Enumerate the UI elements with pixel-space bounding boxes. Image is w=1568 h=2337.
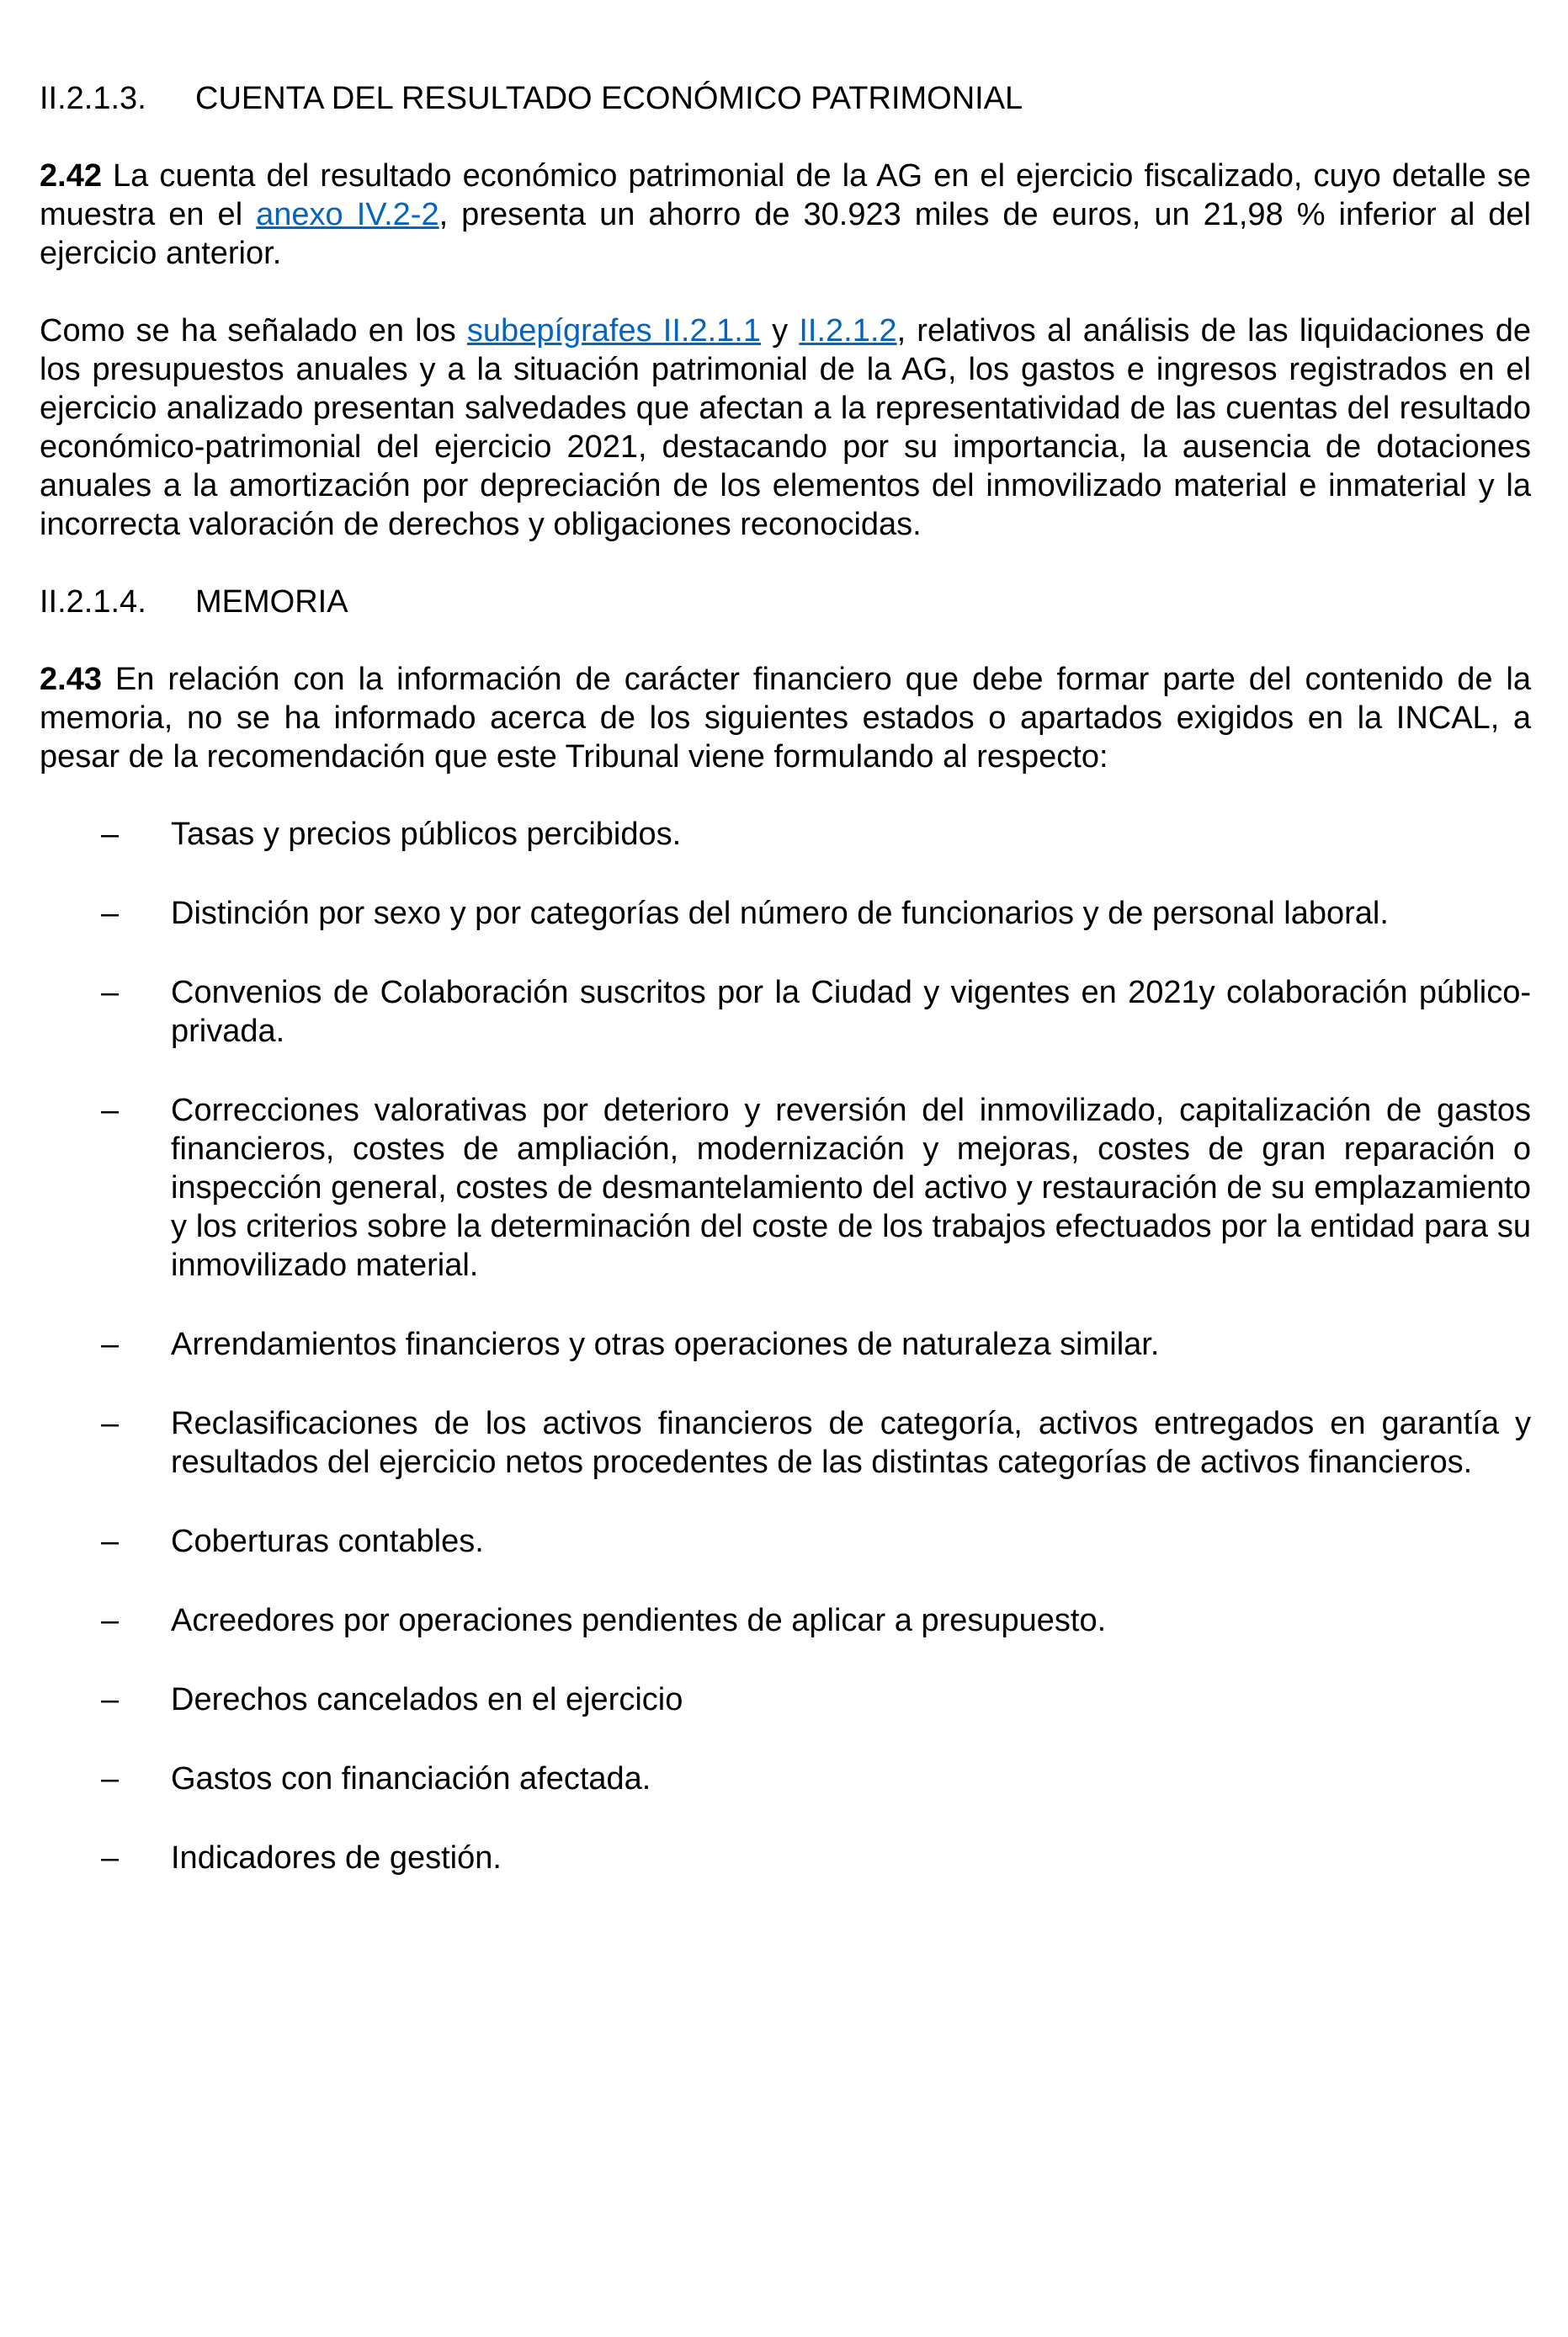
list-item [40,1601,1531,1640]
list-item-text: Distinción por sexo y por categorías del número de funcionarios y de personal laboral. [171,896,1389,931]
dash-bullet-icon: – [101,1761,120,1797]
paragraph-text: y [761,313,800,349]
section-heading-resultado [40,79,1531,118]
paragraph-text: , presenta un ahorro de 30.923 miles de euros, un 21,98 % inferior al del ejercicio anterior. [40,197,1531,271]
list-item-text: Acreedores por operaciones pendientes de aplicar a presupuesto. [171,1603,1107,1638]
dash-bullet-icon: – [101,1840,120,1876]
section-heading-memoria [40,583,1531,621]
list-item [40,815,1531,854]
dash-bullet-icon: – [101,1327,120,1362]
link-ii-2-1-2[interactable]: II.2.1.2 [799,313,897,349]
dash-bullet-icon: – [101,975,120,1010]
list-item-text: Reclasificaciones de los activos financieros de categoría, activos entregados en garantía y resultados del ejercicio netos procedentes de las distintas categorías de activos financieros. [171,1406,1531,1480]
section-number: II.2.1.4. [40,584,146,620]
list-item-text: Gastos con financiación afectada. [171,1761,651,1797]
section-number: II.2.1.3. [40,81,146,116]
link-subepigrafes-ii-2-1-1[interactable]: subepígrafes II.2.1.1 [466,313,761,349]
paragraph-number: 2.42 [40,158,102,194]
list-item-text: Coberturas contables. [171,1524,484,1559]
dash-bullet-icon: – [101,1524,120,1559]
link-anexo-iv-2-2[interactable]: anexo IV.2-2 [256,197,439,232]
paragraph-text: La cuenta del resultado económico patrimonial de la AG en el ejercicio fiscalizado, cuyo detalle se muestra en el [40,158,1531,232]
list-item [40,1680,1531,1719]
paragraph-2-42 [40,157,1531,273]
section-title: CUENTA DEL RESULTADO ECONÓMICO PATRIMONIAL [195,81,1023,116]
paragraph-text: , relativos al análisis de las liquidaciones de los presupuestos anuales y a la situación patrimonial de la AG, los gastos e ingresos registrados en el ejercicio analizado presentan salvedades que afectan a la representatividad de las cuentas del resultado económico-patrimonial del ejercicio 2021, destacando por su importancia, la ausencia de dotaciones anuales a la amortización por depreciación de los elementos del inmovilizado material e inmaterial y la incorrecta valoración de derechos y obligaciones reconocidas. [40,313,1531,542]
missing-items-list [40,815,1531,1877]
list-item-text: Convenios de Colaboración suscritos por la Ciudad y vigentes en 2021y colaboración público-privada. [171,975,1531,1049]
dash-bullet-icon: – [101,896,120,931]
list-item [40,1839,1531,1877]
list-item [40,1522,1531,1561]
list-item [40,1091,1531,1285]
dash-bullet-icon: – [101,1093,120,1128]
paragraph-2-43 [40,660,1531,776]
list-item [40,973,1531,1051]
section-title: MEMORIA [195,584,348,620]
paragraph-number: 2.43 [40,662,102,697]
paragraph-text: Como se ha señalado en los [40,313,467,349]
dash-bullet-icon: – [101,1603,120,1638]
list-item [40,894,1531,933]
list-item-text: Arrendamientos financieros y otras operaciones de naturaleza similar. [171,1327,1160,1362]
dash-bullet-icon: – [101,817,120,852]
paragraph-text: En relación con la información de carácter financiero que debe formar parte del contenido de la memoria, no se ha informado acerca de los siguientes estados o apartados exigidos en la INCAL, a pesar de la recomendación que este Tribunal viene formulando al respecto: [40,662,1531,775]
list-item-text: Indicadores de gestión. [171,1840,502,1876]
paragraph-como [40,311,1531,544]
list-item-text: Correcciones valorativas por deterioro y reversión del inmovilizado, capitalización de gastos financieros, costes de ampliación, modernización y mejoras, costes de gran reparación o inspección general, costes de desmantelamiento del activo y restauración de su emplazamiento y los criterios sobre la determinación del coste de los trabajos efectuados por la entidad para su inmovilizado material. [171,1093,1531,1283]
list-item-text: Derechos cancelados en el ejercicio [171,1682,683,1717]
list-item [40,1404,1531,1482]
dash-bullet-icon: – [101,1682,120,1717]
list-item [40,1759,1531,1798]
dash-bullet-icon: – [101,1406,120,1441]
list-item [40,1325,1531,1364]
list-item-text: Tasas y precios públicos percibidos. [171,817,682,852]
